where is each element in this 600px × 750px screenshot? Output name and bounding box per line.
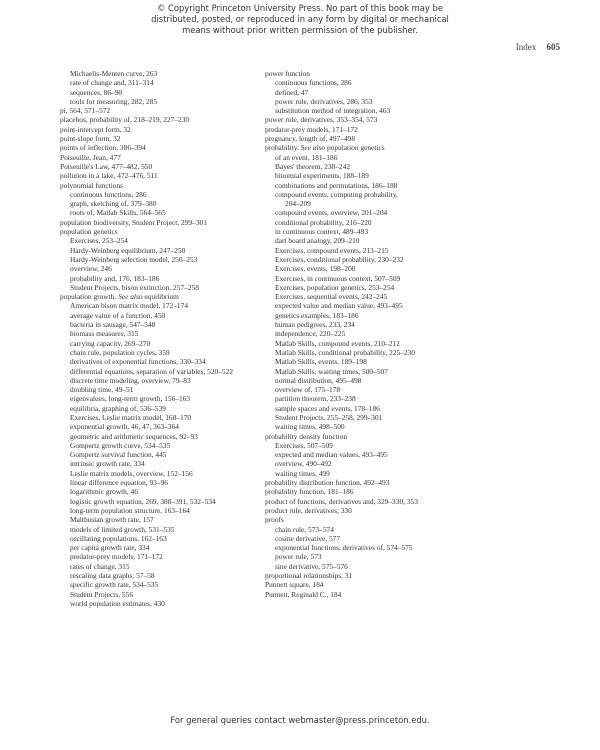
index-subentry xyxy=(265,376,475,385)
index-entry xyxy=(60,106,270,115)
page-number: 605 xyxy=(546,42,560,52)
index-subentry xyxy=(265,329,475,338)
entry-text: logistic growth equation, 269, 388–391, 532–534 xyxy=(70,496,216,506)
entry-text: Michaelis-Menten curve, 263 xyxy=(70,69,158,78)
entry-text: bacteria in sausage, 547–548 xyxy=(70,320,156,330)
index-subentry xyxy=(60,525,270,534)
entry-text: dart board analogy, 209–210 xyxy=(275,236,360,246)
index-subentry xyxy=(60,320,270,329)
entry-text: Gompertz survival function, 445 xyxy=(70,450,167,460)
entry-text: Exercises, events, 198–200 xyxy=(275,264,356,274)
index-subentry xyxy=(265,339,475,348)
header-word: Index xyxy=(515,42,537,52)
entry-text: Matlab Skills, events, 189–198 xyxy=(275,357,367,367)
index-subentry xyxy=(60,450,270,459)
index-subentry xyxy=(60,571,270,580)
index-subentry xyxy=(60,357,270,366)
index-subentry xyxy=(265,441,475,450)
index-entry xyxy=(265,515,475,524)
index-subentry xyxy=(265,450,475,459)
index-subentry xyxy=(265,264,475,273)
entry-text: Hardy-Weinberg selection model, 250–253 xyxy=(70,254,198,264)
index-subentry xyxy=(265,274,475,283)
index-subentry xyxy=(265,236,475,245)
index-subentry xyxy=(265,385,475,394)
entry-text: Matlab Skills, compound events, 210–212 xyxy=(275,338,400,348)
index-entry xyxy=(60,227,270,236)
entry-text: points of inflection, 386–394 xyxy=(60,143,146,153)
index-subentry xyxy=(265,208,475,217)
entry-text: Leslie matrix models, overview, 152–156 xyxy=(70,468,193,478)
entry-text: waiting times, 498–500 xyxy=(275,422,345,432)
index-subentry xyxy=(265,543,475,552)
entry-text: linear difference equation, 93–96 xyxy=(70,478,168,488)
index-subentry xyxy=(60,78,270,87)
entry-text: Matlab Skills, waiting times, 500–507 xyxy=(275,366,388,376)
entry-text: product of functions, derivatives and, 329–330, 353 xyxy=(265,496,418,506)
copyright-line: distributed, posted, or reproduced in any form by digital or mechanical xyxy=(151,14,449,24)
entry-text: Gompertz growth curve, 534–535 xyxy=(70,440,171,450)
index-subentry xyxy=(265,78,475,87)
entry-text: roots of, Matlab Skills, 564–565 xyxy=(70,208,166,218)
index-subentry xyxy=(265,171,475,180)
index-subentry xyxy=(60,580,270,589)
index-subentry xyxy=(60,199,270,208)
index-entry xyxy=(265,487,475,496)
entry-text: compound events, computing probability, xyxy=(275,189,398,199)
index-entry xyxy=(265,571,475,580)
index-subentry xyxy=(60,469,270,478)
entry-text: biomass measures, 315 xyxy=(70,329,139,339)
entry-text: Exercises, in continuous context, 507–509 xyxy=(275,273,401,283)
index-subentry xyxy=(265,404,475,413)
entry-text: Exercises, 507–509 xyxy=(275,440,333,450)
entry-text: long-term population structure, 163–164 xyxy=(70,505,190,515)
copyright-line: means without prior written permission of the publisher. xyxy=(182,25,418,35)
entry-text: 204–209 xyxy=(285,199,311,209)
index-subentry xyxy=(60,236,270,245)
entry-text: expected and median values, 493–495 xyxy=(275,450,388,460)
entry-text: overview of, 175–178 xyxy=(275,385,341,395)
entry-text: Bayes' theorem, 238–242 xyxy=(275,161,351,171)
index-subentry xyxy=(60,190,270,199)
index-entry xyxy=(265,134,475,143)
entry-text: differential equations, separation of variables, 520–522 xyxy=(70,366,234,376)
entry-text: Poiseuille's Law, 477–482, 550 xyxy=(60,161,153,171)
entry-text: rescaling data graphs, 57–58 xyxy=(70,571,155,581)
index-entry xyxy=(265,580,475,589)
index-subentry xyxy=(60,348,270,357)
entry-text: genetics examples, 183–186 xyxy=(275,310,359,320)
index-subentry xyxy=(265,469,475,478)
entry-text: Hardy-Weinberg equilibrium, 247–250 xyxy=(70,245,186,255)
entry-text: sample spaces and events, 178–186 xyxy=(275,403,380,413)
entry-text: point-slope form, 32 xyxy=(60,134,121,144)
entry-text: Punnett square, 184 xyxy=(265,580,324,590)
index-subentry xyxy=(265,311,475,320)
index-subentry xyxy=(60,367,270,376)
index-subentry xyxy=(60,246,270,255)
entry-text: specific growth rate, 534–535 xyxy=(70,580,159,590)
entry-text: population biodiversity, Student Project, 299–301 xyxy=(60,217,207,227)
entry-text: human pedigrees, 233, 234 xyxy=(275,320,355,330)
entry-text: Exercises, Leslie matrix model, 168–170 xyxy=(70,412,192,422)
entry-text: combinations and permutations, 186–188 xyxy=(275,180,398,190)
see-also-target: population genetics xyxy=(325,143,385,153)
entry-text: Student Projects, 255–258, 299–301 xyxy=(275,412,383,422)
index-subentry xyxy=(265,162,475,171)
index-entry xyxy=(265,125,475,134)
entry-text: per capita growth rate, 334 xyxy=(70,543,150,553)
index-subentry xyxy=(60,441,270,450)
index-entry xyxy=(60,134,270,143)
entry-text: in continuous context, 489–493 xyxy=(275,227,369,237)
index-subentry xyxy=(60,376,270,385)
entry-text: Student Projects, bison extinction, 257–258 xyxy=(70,282,199,292)
index-entry xyxy=(60,143,270,152)
entry-text: tools for measuring, 282, 285 xyxy=(70,96,158,106)
index-subentry xyxy=(60,459,270,468)
entry-text: overview, 490–492 xyxy=(275,459,332,469)
entry-text: predator-prey models, 171–172 xyxy=(70,552,163,562)
entry-text: waiting times, 499 xyxy=(275,468,330,478)
entry-text: carrying capacity, 269–270 xyxy=(70,338,151,348)
entry-text: power rule, derivatives, 286, 353 xyxy=(275,96,373,106)
index-entry xyxy=(60,153,270,162)
entry-text: Punnett, Reginald C., 184 xyxy=(265,589,342,599)
index-subentry xyxy=(265,348,475,357)
entry-text: logarithmic growth, 46 xyxy=(70,487,138,497)
index-subentry xyxy=(60,311,270,320)
index-subentry xyxy=(265,190,475,199)
entry-text: proportional relationships, 31 xyxy=(265,571,353,581)
index-entry xyxy=(60,125,270,134)
index-subentry xyxy=(265,394,475,403)
index-subentry xyxy=(265,413,475,422)
entry-text: American bison matrix model, 172–174 xyxy=(70,301,189,311)
index-column-left xyxy=(60,69,270,608)
entry-text: Exercises, population genetics, 253–254 xyxy=(275,282,395,292)
index-entry xyxy=(60,292,270,301)
entry-text: oscillating populations, 162–163 xyxy=(70,533,167,543)
index-subentry xyxy=(265,422,475,431)
index-subentry xyxy=(60,487,270,496)
entry-text: sequences, 86–90 xyxy=(70,87,123,97)
copyright-line: © Copyright Princeton University Press. No part of this book may be xyxy=(156,3,444,13)
index-subentry xyxy=(60,478,270,487)
entry-text: continuous functions, 286 xyxy=(70,189,147,199)
index-subentry xyxy=(265,97,475,106)
entry-text: overview, 246 xyxy=(70,264,112,274)
index-entry xyxy=(60,171,270,180)
entry-text: exponential growth, 46, 47, 363–364 xyxy=(70,422,179,432)
index-subentry xyxy=(60,497,270,506)
entry-text: probability distribution function, 492–493 xyxy=(265,478,390,488)
entry-text: doubling time, 49–51 xyxy=(70,385,134,395)
entry-text: probability and, 176, 183–186 xyxy=(70,273,160,283)
entry-text: probability density function xyxy=(265,431,348,441)
see-also-text: See also xyxy=(300,143,326,153)
index-entry xyxy=(265,115,475,124)
index-entry xyxy=(265,478,475,487)
index-entry xyxy=(265,69,475,78)
entry-text: placebos, probability of, 218–219, 227–230 xyxy=(60,115,190,125)
entry-text: conditional probability, 216–220 xyxy=(275,217,372,227)
entry-text: graph, sketching of, 379–380 xyxy=(70,199,157,209)
entry-text: intrinsic growth rate, 334 xyxy=(70,459,145,469)
entry-text: models of limited growth, 531–535 xyxy=(70,524,175,534)
index-subentry xyxy=(265,292,475,301)
index-subentry xyxy=(60,274,270,283)
index-subentry xyxy=(265,525,475,534)
index-subentry xyxy=(60,506,270,515)
entry-text: compound events, overview, 201–204 xyxy=(275,208,388,218)
entry-text: population growth. xyxy=(60,292,119,302)
entry-text: Exercises, conditional probability, 230–232 xyxy=(275,254,404,264)
entry-text: exponential functions, derivatives of, 574–575 xyxy=(275,543,413,553)
index-subentry xyxy=(60,88,270,97)
index-subentry xyxy=(60,264,270,273)
index-subentry xyxy=(265,153,475,162)
index-subentry xyxy=(60,562,270,571)
index-entry xyxy=(60,181,270,190)
index-subentry xyxy=(60,339,270,348)
index-entry xyxy=(265,497,475,506)
entry-text: pregnancy, length of, 497–498 xyxy=(265,134,356,144)
entry-text: pollution in a lake, 472–476, 511 xyxy=(60,171,158,181)
entry-text: cosine derivative, 577 xyxy=(275,533,341,543)
index-subentry xyxy=(265,199,475,208)
entry-text: independence, 220–225 xyxy=(275,329,346,339)
entry-text: substitution method of integration, 463 xyxy=(275,106,391,116)
entry-text: probability. xyxy=(265,143,301,153)
entry-text: proofs xyxy=(265,515,284,525)
entry-text: binomial experiments, 188–189 xyxy=(275,171,369,181)
index-subentry xyxy=(265,255,475,264)
entry-text: polynomial functions xyxy=(60,180,124,190)
copyright-notice xyxy=(0,3,600,36)
entry-text: sine derivative, 575–576 xyxy=(275,561,348,571)
index-subentry xyxy=(60,394,270,403)
index-subentry xyxy=(60,97,270,106)
entry-text: predator-prey models, 171–172 xyxy=(265,124,358,134)
entry-text: expected value and median value, 493–495 xyxy=(275,301,403,311)
index-subentry xyxy=(60,404,270,413)
index-subentry xyxy=(265,88,475,97)
index-subentry xyxy=(265,218,475,227)
running-header xyxy=(516,42,560,52)
index-subentry xyxy=(60,255,270,264)
index-subentry xyxy=(265,367,475,376)
index-subentry xyxy=(60,208,270,217)
entry-text: of an event, 181–186 xyxy=(275,152,338,162)
entry-text: average value of a function, 450 xyxy=(70,310,166,320)
index-column-right xyxy=(265,69,475,599)
index-entry xyxy=(265,590,475,599)
entry-text: eigenvalues, long-term growth, 156–163 xyxy=(70,394,191,404)
entry-text: Exercises, compound events, 213–215 xyxy=(275,245,389,255)
entry-text: population genetics xyxy=(60,227,118,237)
entry-text: chain rule, 573–574 xyxy=(275,524,334,534)
entry-text: defined, 47 xyxy=(275,87,309,97)
index-subentry xyxy=(60,329,270,338)
index-subentry xyxy=(60,385,270,394)
index-subentry xyxy=(265,246,475,255)
entry-text: probability function, 181–186 xyxy=(265,487,354,497)
index-entry xyxy=(265,143,475,152)
entry-text: power function xyxy=(265,69,310,78)
index-subentry xyxy=(265,357,475,366)
index-subentry xyxy=(265,283,475,292)
index-entry xyxy=(265,506,475,515)
see-also-target: equilibrium xyxy=(142,292,179,302)
index-subentry xyxy=(60,552,270,561)
index-subentry xyxy=(265,106,475,115)
index-subentry xyxy=(265,552,475,561)
index-subentry xyxy=(265,301,475,310)
entry-text: Exercises, sequential events, 242–245 xyxy=(275,292,388,302)
entry-text: rates of change, 315 xyxy=(70,561,130,571)
entry-text: power rule, derivatives, 353–354, 573 xyxy=(265,115,378,125)
index-entry xyxy=(60,115,270,124)
index-subentry xyxy=(60,69,270,78)
index-entry xyxy=(60,162,270,171)
index-subentry xyxy=(60,413,270,422)
entry-text: Poiseuille, Jean, 477 xyxy=(60,152,121,162)
entry-text: partition theorem, 233–238 xyxy=(275,394,356,404)
index-subentry xyxy=(265,562,475,571)
entry-text: Matlab Skills, conditional probability, 225–230 xyxy=(275,347,415,357)
entry-text: discrete time modeling, overview, 79–83 xyxy=(70,375,191,385)
entry-text: world population estimates, 430 xyxy=(70,598,165,608)
entry-text: Student Projects, 556 xyxy=(70,589,134,599)
entry-text: geometric and arithmetic sequences, 92–93 xyxy=(70,431,198,441)
see-also-text: See also xyxy=(118,292,143,302)
entry-text: point-intercept form, 32 xyxy=(60,124,131,134)
index-subentry xyxy=(265,181,475,190)
entry-text: rate of change and, 311–314 xyxy=(70,78,154,88)
index-subentry xyxy=(60,543,270,552)
entry-text: product rule, derivatives, 330 xyxy=(265,505,352,515)
entry-text: derivatives of exponential functions, 330–334 xyxy=(70,357,206,367)
entry-text: Malthusian growth rate, 157 xyxy=(70,515,154,525)
entry-text: equilibria, graphing of, 536–539 xyxy=(70,403,166,413)
entry-text: normal distribution, 495–498 xyxy=(275,375,362,385)
index-subentry xyxy=(60,534,270,543)
entry-text: continuous functions, 286 xyxy=(275,78,352,88)
index-subentry xyxy=(265,534,475,543)
index-subentry xyxy=(60,422,270,431)
index-subentry xyxy=(60,590,270,599)
index-subentry xyxy=(265,320,475,329)
index-subentry xyxy=(60,599,270,608)
index-subentry xyxy=(60,432,270,441)
index-entry xyxy=(265,432,475,441)
footer-contact: For general queries contact webmaster@press.princeton.edu. xyxy=(170,715,430,725)
index-subentry xyxy=(265,459,475,468)
entry-text: power rule, 573 xyxy=(275,552,322,562)
index-subentry xyxy=(60,283,270,292)
index-subentry xyxy=(60,301,270,310)
index-subentry xyxy=(60,515,270,524)
index-subentry xyxy=(265,227,475,236)
entry-text: chain rule, population cycles, 359 xyxy=(70,347,170,357)
entry-text: Exercises, 253–254 xyxy=(70,236,128,246)
index-entry xyxy=(60,218,270,227)
entry-text: pi, 564, 571–572 xyxy=(60,106,111,116)
